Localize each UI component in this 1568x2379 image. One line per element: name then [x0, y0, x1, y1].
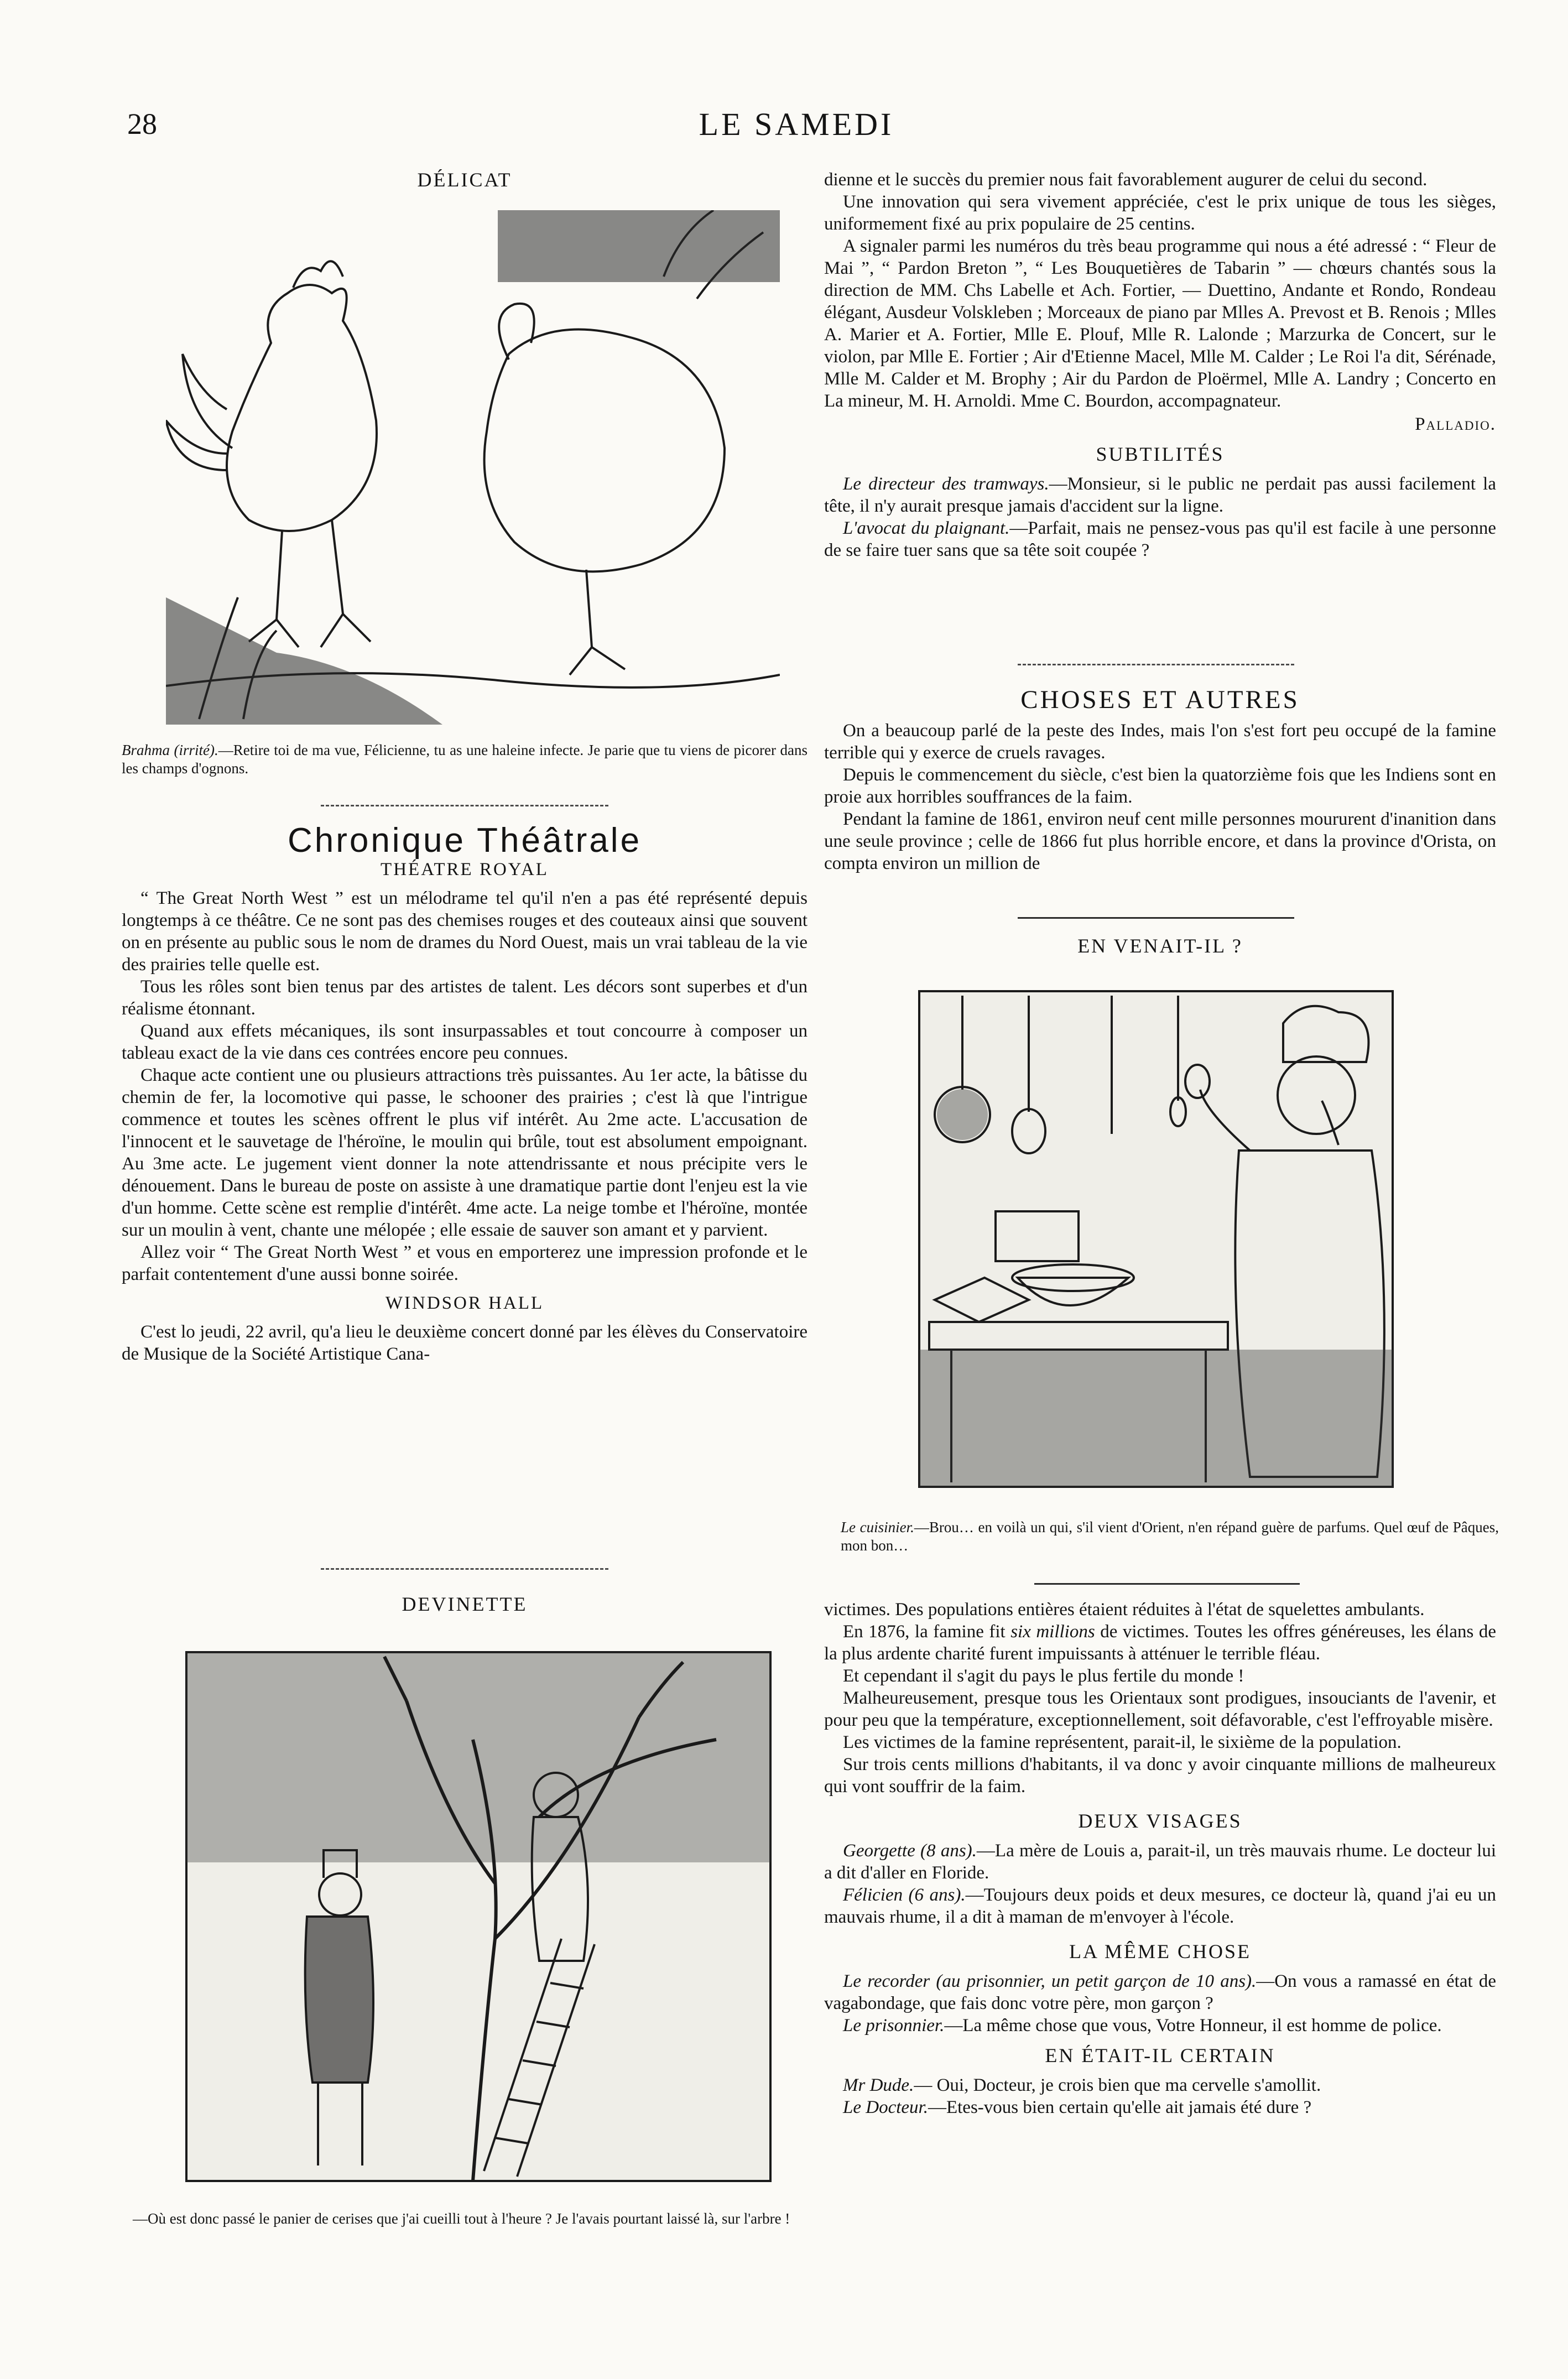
- delicat-caption: [122, 741, 808, 778]
- choses-paragraph: victimes. Des populations entières étaient réduites à l'état de squelettes ambulants.: [824, 1600, 1425, 1620]
- dialogue-line: —Etes-vous bien certain qu'elle ait jamais été dure ?: [928, 2097, 1312, 2117]
- dialogue-line: — Oui, Docteur, je crois bien que ma cervelle s'amollit.: [914, 2075, 1321, 2095]
- chronique-heading: Chronique Théâtrale: [287, 821, 642, 860]
- envenait-caption-speaker: Le cuisinier.: [841, 1519, 914, 1535]
- choses-paragraph: On a beaucoup parlé de la peste des Indes, mais l'on s'est fort peu occupé de la famine terrible qui y exerce de cruels ravages.: [824, 721, 1496, 763]
- section-divider: [1034, 1583, 1300, 1585]
- dialogue-speaker: Le directeur des tramways.: [843, 474, 1049, 494]
- devinette-caption: —Où est donc passé le panier de cerises que j'ai cueilli tout à l'heure ? Je l'avais pourtant laissé là, sur l'arbre !: [133, 2210, 790, 2227]
- section-divider: [1018, 664, 1294, 665]
- devinette-illustration: [185, 1651, 772, 2182]
- masthead-title: LE SAMEDI: [699, 106, 894, 142]
- page-number: 28: [127, 107, 157, 140]
- cherry-tree-engraving-image: [185, 1651, 772, 2182]
- envenait-heading-block: [824, 935, 1496, 965]
- concert-continuation: [824, 169, 1496, 561]
- meme-chose-heading: LA MÊME CHOSE: [1069, 1940, 1252, 1962]
- dialogue-line: —La même chose que vous, Votre Honneur, il est homme de police.: [944, 2016, 1442, 2036]
- chronique-section: [122, 821, 808, 1365]
- concert-paragraph: dienne et le succès du premier nous fait favorablement augurer de celui du second.: [824, 170, 1428, 190]
- choses-continuation: [824, 1599, 1496, 2118]
- dialogue-line: —Parfait, mais ne pensez-vous pas qu'il est facile à une personne de se faire tuer sans que sa tête soit coupée ?: [824, 518, 1496, 560]
- delicat-heading: DÉLICAT: [417, 169, 512, 191]
- dialogue-speaker: Le Docteur.: [843, 2097, 928, 2117]
- chronique-paragraph: Quand aux effets mécaniques, ils sont insurpassables et tout concourre à composer un tableau exact de la vie dans ces contrées encore peu connues.: [122, 1021, 808, 1063]
- chronique-paragraph: Allez voir “ The Great North West ” et vous en emporterez une impression profonde et le parfait contentement d'une aussi bonne soirée.: [122, 1242, 808, 1284]
- delicat-heading-block: [122, 169, 808, 199]
- chronique-paragraph: Tous les rôles sont bien tenus par des artistes de talent. Les décors sont superbes et d'un réalisme étonnant.: [122, 977, 808, 1019]
- choses-paragraph: Et cependant il s'agit du pays le plus fertile du monde !: [843, 1666, 1244, 1686]
- envenait-illustration: [918, 990, 1394, 1488]
- cook-with-egg-engraving-image: [918, 990, 1394, 1488]
- theatre-royal-subheading: THÉATRE ROYAL: [381, 860, 549, 879]
- dialogue-speaker: Georgette (8 ans).: [843, 1841, 977, 1861]
- author-signature: Palladio.: [1415, 414, 1496, 434]
- envenait-heading: EN VENAIT-IL ?: [1077, 935, 1243, 957]
- dialogue-speaker: Le prisonnier.: [843, 2016, 945, 2036]
- choses-paragraph: En 1876, la famine fit six millions de victimes. Toutes les offres généreuses, les élans de la plus ardente charité furent impuissants à atténuer le terrible fléau.: [824, 1622, 1496, 1664]
- chronique-paragraph: C'est lo jeudi, 22 avril, qu'a lieu le deuxième concert donné par les élèves du Conservatoire de Musique de la Société Artistique Cana-: [122, 1322, 808, 1364]
- dialogue-line: —La mère de Louis a, parait-il, un très mauvais rhume. Le docteur lui a dit d'aller en Floride.: [824, 1841, 1496, 1883]
- dialogue-speaker: Le recorder (au prisonnier, un petit garçon de 10 ans).: [843, 1971, 1257, 1991]
- choses-et-autres-section: [824, 685, 1496, 874]
- subtilites-heading: SUBTILITÉS: [1096, 443, 1225, 465]
- delicat-caption-text: —Retire toi de ma vue, Félicienne, tu as une haleine infecte. Je parie que tu viens de picorer dans les champs d'ognons.: [122, 742, 808, 777]
- dialogue-speaker: Félicien (6 ans).: [843, 1885, 966, 1905]
- delicat-caption-speaker: Brahma (irrité).: [122, 742, 218, 758]
- roosters-engraving-image: [166, 210, 780, 725]
- dialogue-line: —On vous a ramassé en état de vagabondage, que fais donc votre père, mon garçon ?: [824, 1971, 1497, 2013]
- delicat-illustration: [166, 210, 780, 725]
- section-divider: [321, 805, 608, 806]
- windsor-hall-subheading: WINDSOR HALL: [385, 1293, 544, 1313]
- envenait-caption-text: —Brou… en voilà un qui, s'il vient d'Orient, n'en répand guère de parfums. Quel œuf de Pâques, mon bon…: [841, 1519, 1499, 1554]
- chronique-paragraph: Chaque acte contient une ou plusieurs attractions très puissantes. Au 1er acte, la bâtisse du chemin de fer, la locomotive qui passe, le schooner des prairies ; c'est là que l'intrigue commence et toutes les scènes offrent le plus vif intérêt. Au 2me acte. L'accusation de l'innocent et le sauvetage de l'héroïne, le moulin qui brûle, tout est absolument empoignant. Au 3me acte. Le jugement vient donner la note attendrissante et nous précipite vers le dénouement. Dans le bureau de poste on assiste à une dramatique partie dont l'enjeu est la vie d'un homme. Cette scène est remplie d'intérêt. 4me acte. La neige tombe et l'héroïne, montée sur un moulin à vent, chante une mélopée ; elle essaie de sauver son amant et y parvient.: [122, 1065, 808, 1240]
- concert-paragraph: Une innovation qui sera vivement appréciée, c'est le prix unique de tous les sièges, uniformement fixé au prix populaire de 25 centins.: [824, 192, 1496, 234]
- choses-paragraph: Pendant la famine de 1861, environ neuf cent mille personnes moururent d'inanition dans une seule province ; celle de 1866 fut plus horrible encore, et dans la province d'Orista, on compta environ un million de: [824, 809, 1496, 873]
- choses-paragraph: Sur trois cents millions d'habitants, il va donc y avoir cinquante millions de malheureux qui vont souffrir de la faim.: [824, 1755, 1496, 1797]
- choses-paragraph: Depuis le commencement du siècle, c'est bien la quatorzième fois que les Indiens sont en proie aux horribles souffrances de la faim.: [824, 765, 1496, 807]
- dialogue-line: —Toujours deux poids et deux mesures, ce docteur là, quand j'ai eu un mauvais rhume, il a dit à maman de m'envoyer à l'école.: [824, 1885, 1496, 1927]
- section-divider: [1018, 917, 1294, 919]
- envenait-caption: [841, 1518, 1499, 1555]
- choses-et-autres-heading: CHOSES ET AUTRES: [1020, 685, 1300, 714]
- section-divider: [321, 1568, 608, 1570]
- dialogue-speaker: Mr Dude.: [843, 2075, 914, 2095]
- chronique-paragraph: “ The Great North West ” est un mélodrame tel qu'il n'en a pas été représenté depuis longtemps à ce théâtre. Ce ne sont pas des chemises rouges et des couteaux ainsi que souvent on en présente au public sous le nom de drames du Nord Ouest, mais un vrai tableau de la vie des prairies telle quelle est.: [122, 888, 808, 975]
- dialogue-speaker: L'avocat du plaignant.: [843, 518, 1010, 538]
- concert-paragraph: A signaler parmi les numéros du très beau programme qui nous a été adressé : “ Fleur de Mai ”, “ Pardon Breton ”, “ Les Bouquetières de Tabarin ” — chœurs chantés sous la direction de MM. Chs Labelle et Ach. Fortier, — Duettino, Andante et Rondo, Rondeau élégant, Ausdeur Volskleben ; Morceaux de piano par Mlles A. Prevost et B. Renois ; Mlles A. Marier et A. Fortier, Mlle E. Plouf, Mlle R. Lalonde ; Marzurka de Concert, sur le violon, par Mlle E. Fortier ; Air d'Etienne Macel, Mlle M. Calder ; Le Roi l'a dit, Sérénade, Mlle M. Calder et M. Brophy ; Air du Pardon de Ploërmel, Mlle A. Landry ; Concerto en La mineur, M. H. Arnoldi. Mme C. Bourdon, accompagnateur.: [824, 236, 1496, 411]
- devinette-heading: DEVINETTE: [402, 1593, 528, 1615]
- choses-paragraph: Les victimes de la famine représentent, parait-il, le sixième de la population.: [843, 1732, 1402, 1752]
- deux-visages-heading: DEUX VISAGES: [1078, 1810, 1242, 1832]
- dialogue-line: —Monsieur, si le public ne perdait pas aussi facilement la tête, il n'y aurait presque jamais d'accident sur la ligne.: [824, 474, 1496, 516]
- choses-paragraph: Malheureusement, presque tous les Orientaux sont prodigues, insouciants de l'avenir, et pour peu que la température, exceptionnellement, soit défavorable, c'est l'effroyable misère.: [824, 1688, 1496, 1730]
- devinette-heading-block: [122, 1593, 808, 1623]
- etait-il-certain-heading: EN ÉTAIT-IL CERTAIN: [1045, 2044, 1275, 2066]
